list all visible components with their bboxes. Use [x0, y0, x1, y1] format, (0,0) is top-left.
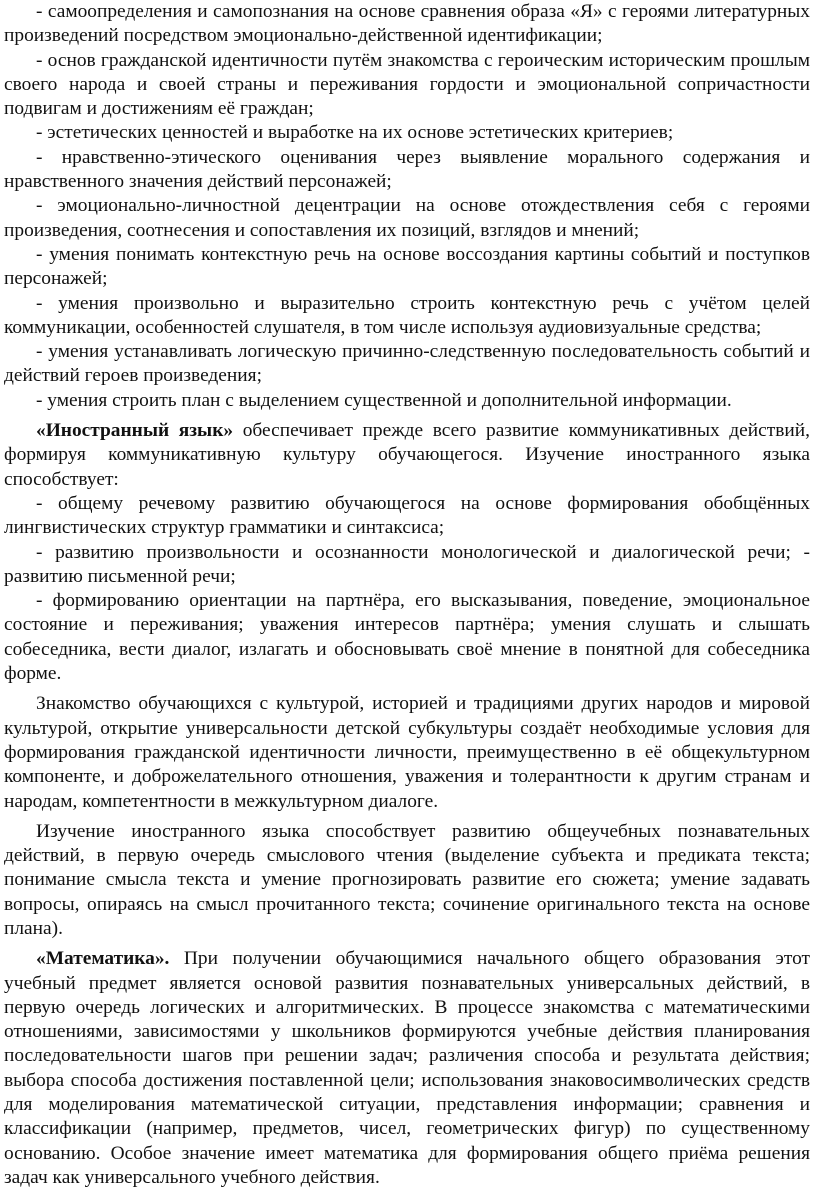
reading-paragraph: Изучение иностранного языка способствует развитию общеучебных познавательных действий, в первую очередь смыслового чтения (выделение субъекта и предиката текста; понимание смысла текста и умение прогнозировать развитие его сюжета; умение задавать вопросы, опираясь на смысл прочитанного текста; сочинение оригинального текста на основе плана). — [4, 820, 810, 939]
list-item: - умения строить план с выделением существенной и дополнительной информации. — [36, 389, 732, 411]
list-item: - самоопределения и самопознания на основе сравнения образа «Я» с героями литературных произведений посредством эмоционально-действенной идентификации; — [4, 1, 810, 47]
list-item: - умения понимать контекстную речь на основе воссоздания картины событий и поступков персонажей; — [4, 243, 810, 290]
list-item: - эмоционально-личностной децентрации на основе отождествления себя с героями произведения, соотнесения и сопоставления их позиций, взглядов и мнений; — [4, 195, 810, 241]
foreign-language-paragraph — [4, 419, 810, 492]
list-item: - умения устанавливать логическую причинно-следственную последовательность событий и действий героев произведения; — [4, 341, 810, 387]
list-item: - развитию произвольности и осознанности монологической и диалогической речи; - развитию письменной речи; — [4, 541, 810, 587]
math-heading: «Математика». — [36, 948, 170, 970]
culture-paragraph: Знакомство обучающихся с культурой, историей и традициями других народов и мировой культурой, открытие универсальности детской субкультуры создаёт необходимые условия для формирования гражданской идентичности личности, преимущественно в её общекультурном компоненте, и доброжелательного отношения, уважения и толерантности к другим странам и народам, компетентности в межкультурном диалоге. — [4, 693, 810, 812]
list-item: - основ гражданской идентичности путём знакомства с героическим историческим прошлым своего народа и своей страны и переживания гордости и эмоциональной сопричастности подвигам и достижениям её граждан; — [4, 49, 810, 120]
list-item: - умения произвольно и выразительно строить контекстную речь с учётом целей коммуникации, особенностей слушателя, в том числе используя аудиовизуальные средства; — [4, 292, 810, 338]
list-item: - эстетических ценностей и выработке на их основе эстетических критериев; — [36, 122, 674, 144]
math-text: При получении обучающимися начального общего образования этот учебный предмет является основой развития познавательных универсальных действий, в первую очередь логических и алгоритмических. В процессе знакомства с математическими отношениями, зависимостями у школьников формируются учебные действия планирования последовательности шагов при решении задач; различения способа и результата действия; выбора способа достижения поставленной цели; использования знаковосимволических средств для моделирования математической ситуации, представления информации; сравнения и классификации (например, предметов, чисел, геометрических фигур) по существенному основанию. Особое значение имеет математика для формирования общего приёма решения задач как универсального учебного действия. — [4, 948, 810, 1188]
math-paragraph — [4, 947, 810, 1190]
list-item: - нравственно-этического оценивания через выявление морального содержания и нравственного значения действий персонажей; — [4, 146, 810, 193]
list-item: - общему речевому развитию обучающегося на основе формирования обобщённых лингвистических структур грамматики и синтаксиса; — [4, 492, 810, 539]
foreign-language-heading: «Иностранный язык» — [36, 420, 234, 442]
list-item: - формированию ориентации на партнёра, его высказывания, поведение, эмоциональное состояние и переживания; уважения интересов партнёра; умения слушать и слышать собеседника, вести диалог, излагать и обосновывать своё мнение в понятной для собеседника форме. — [4, 590, 810, 685]
foreign-language-intro: обеспечивает прежде всего развитие коммуникативных действий, формируя коммуникативную культуру обучающегося. Изучение иностранного языка способствует: — [4, 420, 810, 490]
